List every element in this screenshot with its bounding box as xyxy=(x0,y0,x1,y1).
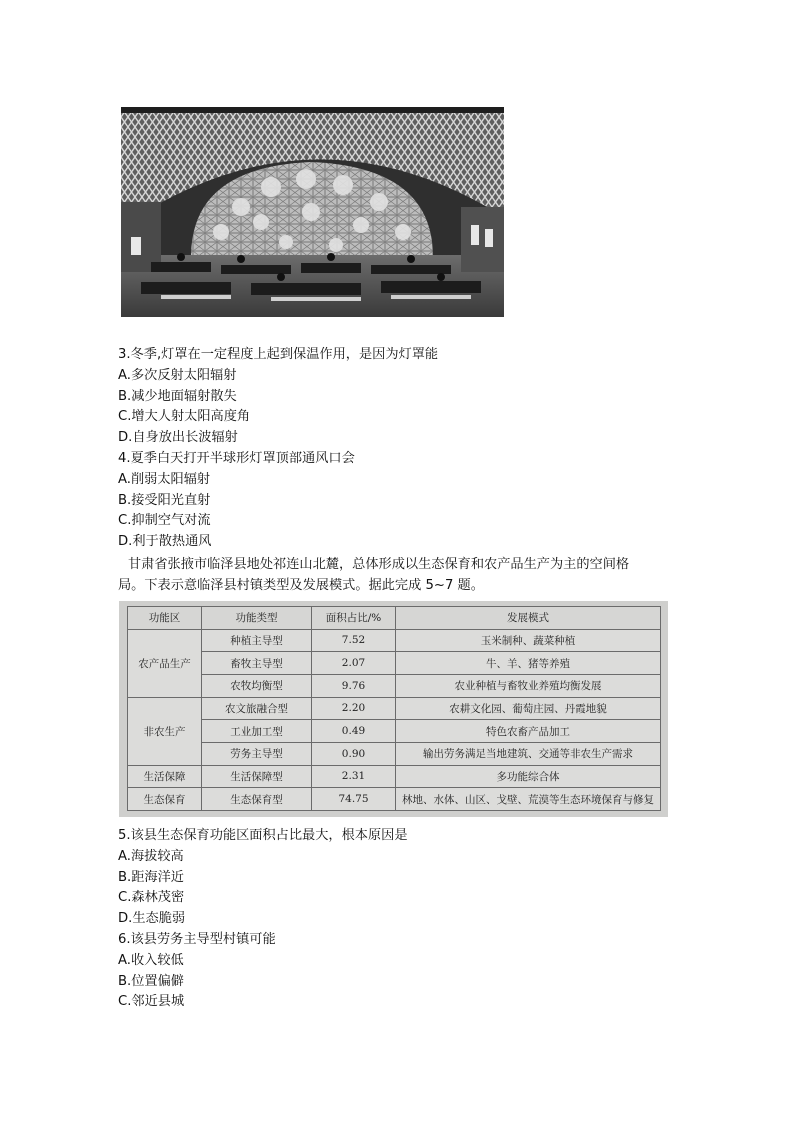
questions-5-6 xyxy=(118,826,698,1013)
table-row xyxy=(128,720,661,743)
q3-option-d: D.自身放出长波辐射 xyxy=(118,430,238,446)
zone-cell: 生活保障 xyxy=(128,765,202,788)
header-ratio: 面积占比/% xyxy=(312,607,396,630)
table-row xyxy=(128,788,661,811)
header-type: 功能类型 xyxy=(202,607,312,630)
table-row xyxy=(128,652,661,675)
table-row xyxy=(128,674,661,697)
q5-option-b: B.距海洋近 xyxy=(118,869,184,885)
ratio-cell: 2.31 xyxy=(312,765,396,788)
mode-cell: 多功能综合体 xyxy=(396,765,661,788)
table-row xyxy=(128,697,661,720)
q5-option-d: D.生态脆弱 xyxy=(118,911,186,927)
ratio-cell: 74.75 xyxy=(312,788,396,811)
type-cell: 生态保育型 xyxy=(202,788,312,811)
dome-photo-drawing xyxy=(121,107,504,317)
mode-cell: 牛、羊、猪等养殖 xyxy=(396,652,661,675)
q5-stem: 5.该县生态保育功能区面积占比最大，根本原因是 xyxy=(118,828,408,843)
q4-option-c: C.抑制空气对流 xyxy=(118,513,211,529)
q5-option-a: A.海拔较高 xyxy=(118,848,184,864)
ratio-cell: 0.49 xyxy=(312,720,396,743)
q4-option-b: B.接受阳光直射 xyxy=(118,492,211,508)
q6-option-a: A.收入较低 xyxy=(118,952,184,968)
zone-cell: 生态保育 xyxy=(128,788,202,811)
header-mode: 发展模式 xyxy=(396,607,661,630)
ratio-cell: 2.07 xyxy=(312,652,396,675)
q6-stem: 6.该县劳务主导型村镇可能 xyxy=(118,931,276,947)
type-cell: 农牧均衡型 xyxy=(202,674,312,697)
mode-cell: 农业种植与畜牧业养殖均衡发展 xyxy=(396,674,661,697)
type-cell: 生活保障型 xyxy=(202,765,312,788)
q3-option-c: C.增大人射太阳高度角 xyxy=(118,409,251,425)
ratio-cell: 7.52 xyxy=(312,629,396,652)
zone-cell: 非农生产 xyxy=(128,697,202,765)
q3-stem: 3.冬季,灯罩在一定程度上起到保温作用，是因为灯罩能 xyxy=(118,347,439,362)
ratio-cell: 0.90 xyxy=(312,742,396,765)
type-cell: 工业加工型 xyxy=(202,720,312,743)
ratio-cell: 2.20 xyxy=(312,697,396,720)
q4-stem: 4.夏季白天打开半球形灯罩顶部通风口会 xyxy=(118,450,355,466)
passage xyxy=(118,555,678,597)
type-cell: 种植主导型 xyxy=(202,629,312,652)
q3-option-a: A.多次反射太阳辐射 xyxy=(118,367,237,383)
mode-cell: 农耕文化园、葡萄庄园、丹霞地貌 xyxy=(396,697,661,720)
ratio-cell: 9.76 xyxy=(312,674,396,697)
table-row xyxy=(128,742,661,765)
table-row xyxy=(128,765,661,788)
header-zone: 功能区 xyxy=(128,607,202,630)
q4-option-a: A.削弱太阳辐射 xyxy=(118,471,211,487)
type-cell: 畜牧主导型 xyxy=(202,652,312,675)
type-cell: 劳务主导型 xyxy=(202,742,312,765)
mode-cell: 输出劳务满足当地建筑、交通等非农生产需求 xyxy=(396,742,661,765)
table-header-row xyxy=(128,607,661,630)
mode-cell: 玉米制种、蔬菜种植 xyxy=(396,629,661,652)
mode-cell: 特色农畜产品加工 xyxy=(396,720,661,743)
mode-cell: 林地、水体、山区、戈壁、荒漠等生态环境保育与修复 xyxy=(396,788,661,811)
passage-line-2: 局。下表示意临泽县村镇类型及发展模式。据此完成 5~7 题。 xyxy=(118,577,484,593)
questions-3-4 xyxy=(118,345,698,553)
q4-option-d: D.利于散热通风 xyxy=(118,534,212,550)
q6-option-c: C.邻近县城 xyxy=(118,994,185,1010)
q5-option-c: C.森林茂密 xyxy=(118,890,185,906)
zone-cell: 农产品生产 xyxy=(128,629,202,697)
q6-option-b: B.位置偏僻 xyxy=(118,973,184,989)
q3-option-b: B.减少地面辐射散失 xyxy=(118,388,237,404)
dome-hall-photo xyxy=(121,107,504,317)
village-type-table-image xyxy=(119,601,668,817)
village-type-table xyxy=(127,606,661,811)
passage-line-1: 甘肃省张掖市临泽县地处祁连山北麓，总体形成以生态保育和农产品生产为主的空间格 xyxy=(128,557,630,572)
table-row xyxy=(128,629,661,652)
type-cell: 农文旅融合型 xyxy=(202,697,312,720)
